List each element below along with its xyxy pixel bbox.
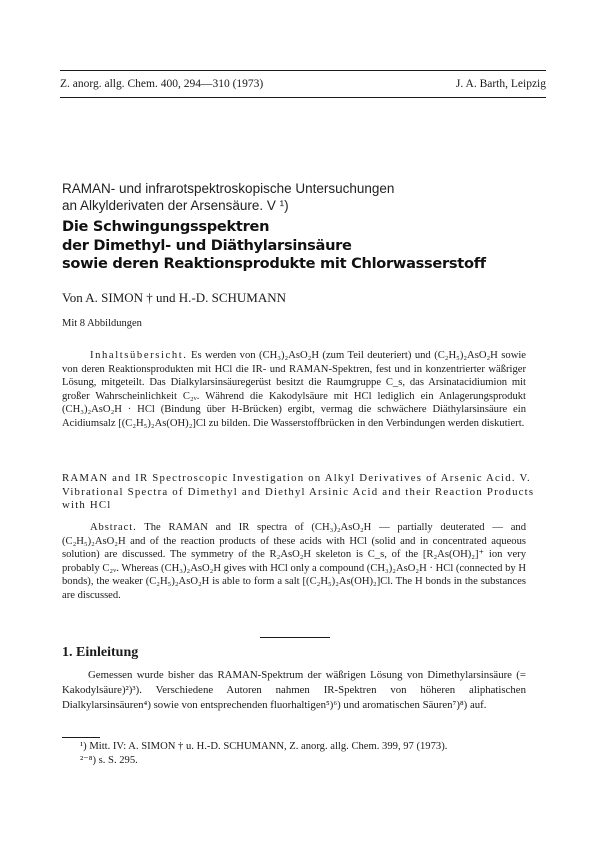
abstract-english <box>62 521 526 603</box>
authors: Von A. SIMON † und H.-D. SCHUMANN <box>62 290 287 305</box>
header-bottom-rule <box>60 97 546 98</box>
abstract-english-heading: Abstract. <box>90 522 137 533</box>
section-heading: 1. Einleitung <box>62 645 139 660</box>
footnotes <box>80 740 540 767</box>
abstract-german-body: Es werden von (CH₃)₂AsO₂H (zum Teil deuteriert) und (C₂H₅)₂AsO₂H sowie von deren Reaktionsprodukten mit HCl die IR- und RAMAN-Spektren, fest und in konzentrierter wäßriger Lösung, mitgeteilt. Das Dialkylarsinsäuregerüst besitzt die Raumgruppe C_s, das Arsinatacidiumion mit großer Wahrscheinlichkeit C₂ᵥ. Während die Kakodylsäure mit HCl lediglich ein Anlagerungsprodukt (CH₃)₂AsO₂H · HCl (Bindung über H-Brücken) ergibt, vermag die schwächere Diäthylarsinsäure ein Acidiumsalz [(C₂H₅)₂As(OH)₂]Cl zu bilden. Die Wasserstoffbrücken in den Verbindungen werden diskutiert. <box>62 350 526 429</box>
abstract-german-heading: Inhaltsübersicht. <box>90 350 188 361</box>
journal-citation: Z. anorg. allg. Chem. 400, 294—310 (1973) <box>60 78 264 90</box>
series-title-line-2: an Alkylderivaten der Arsensäure. V ¹) <box>62 198 289 213</box>
header-top-rule <box>60 70 546 71</box>
figures-note: Mit 8 Abbildungen <box>62 318 142 329</box>
abstract-german <box>62 349 526 431</box>
series-title-line-1: RAMAN- und infrarotspektroskopische Untersuchungen <box>62 181 395 196</box>
article-title <box>62 218 546 274</box>
footnote-rule <box>62 737 100 738</box>
section-divider <box>260 637 330 638</box>
article-title-line-1: Die Schwingungsspektren <box>62 218 270 235</box>
publisher: J. A. Barth, Leipzig <box>455 78 546 90</box>
footnote-1: ¹) Mitt. IV: A. SIMON † u. H.-D. SCHUMANN, Z. anorg. allg. Chem. 399, 97 (1973). <box>80 741 448 752</box>
article-title-line-3: sowie deren Reaktionsprodukte mit Chlorwasserstoff <box>62 255 486 272</box>
footnote-2: ²⁻⁸) s. S. 295. <box>80 754 138 766</box>
section-body: Gemessen wurde bisher das RAMAN-Spektrum der wäßrigen Lösung von Dimethylarsinsäure (= Kakodylsäure)²)³). Verschiedene Autoren nahmen IR-Spektren von höheren aliphatischen Dialkylarsinsäuren⁴) sowie von entsprechenden fluorhaltigen⁵)⁶) und aromatischen Säuren⁷)⁸) auf. <box>62 669 526 711</box>
abstract-english-body: The RAMAN and IR spectra of (CH₃)₂AsO₂H — partially deuterated — and (C₂H₅)₂AsO₂H and of the reaction products of these acids with HCl (solid and in concentrated aqueous solution) are discussed. The symmetry of the R₂AsO₂H skeleton is C_s, of the [R₂As(OH)₂]⁺ ion very probably C₂ᵥ. Whereas (CH₃)₂AsO₂H gives with HCl only a compound (CH₃)₂AsO₂H · HCl (connected by H bonds), the weaker (C₂H₅)₂AsO₂H is able to form a salt [(C₂H₅)₂As(OH)₂]Cl. The H bonds in the substances are discussed. <box>62 522 526 601</box>
article-title-line-2: der Dimethyl- und Diäthylarsinsäure <box>62 236 352 254</box>
english-title: RAMAN and IR Spectroscopic Investigation on Alkyl Derivatives of Arsenic Acid. V. Vibrational Spectra of Dimethyl and Diethyl Arsinic Acid and their Reaction Products with HCl <box>62 472 535 512</box>
